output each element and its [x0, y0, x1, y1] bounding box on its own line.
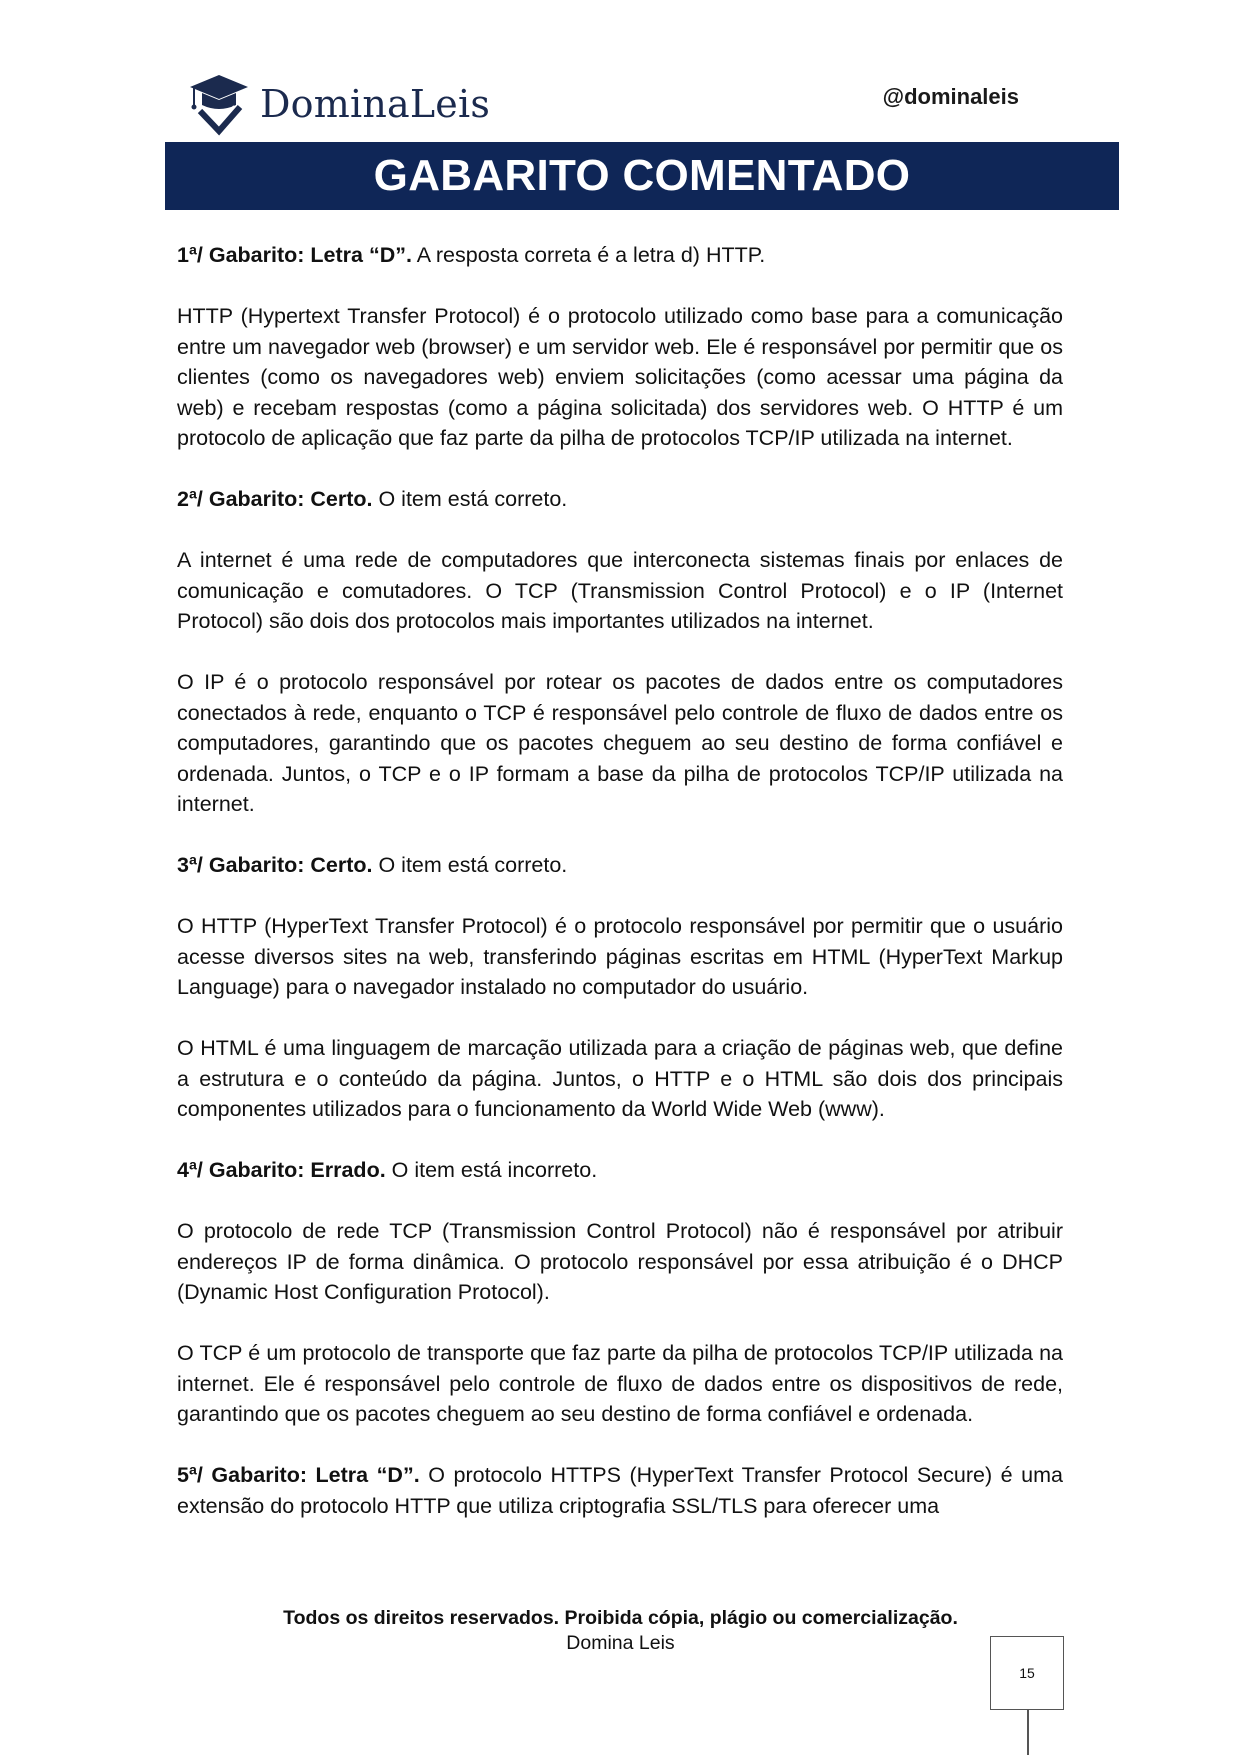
answer-paragraph: O protocolo de rede TCP (Transmission Control Protocol) não é responsável por atribuir endereços IP de forma dinâmica. O protocolo responsável por essa atribuição é o DHCP (Dynamic Host Configuration Protocol). [177, 1219, 1063, 1304]
page-banner [165, 142, 1119, 210]
answer-heading [177, 850, 1063, 881]
page-number-line [1027, 1709, 1029, 1755]
answer-label: 1ª/ Gabarito: Letra “D”. [177, 243, 412, 267]
answer-heading [177, 1155, 1063, 1186]
footer-brand: Domina Leis [566, 1632, 675, 1654]
brand-logo [188, 70, 490, 138]
answer-label: 4ª/ Gabarito: Errado. [177, 1158, 386, 1182]
footer-rights: Todos os direitos reservados. Proibida cópia, plágio ou comercialização. [283, 1607, 958, 1629]
answer-paragraph: HTTP (Hypertext Transfer Protocol) é o protocolo utilizado como base para a comunicação entre um navegador web (browser) e um servidor web. Ele é responsável por permitir que os clientes (como os navegadores web) enviem solicitações (como acessar uma página da web) e recebam respostas (como a página solicitada) dos servidores web. O HTTP é um protocolo de aplicação que faz parte da pilha de protocolos TCP/IP utilizada na internet. [177, 304, 1063, 450]
page-number-box [990, 1636, 1064, 1710]
banner-title: GABARITO COMENTADO [373, 151, 911, 200]
answer-label: 5ª/ Gabarito: Letra “D”. [177, 1463, 420, 1487]
answer-lead: O item está incorreto. [385, 1158, 598, 1182]
answer-heading [177, 484, 1063, 515]
answer-label: 2ª/ Gabarito: Certo. [177, 487, 373, 511]
answer-lead: O item está correto. [372, 853, 568, 877]
answer-paragraph: A internet é uma rede de computadores que interconecta sistemas finais por enlaces de comunicação e comutadores. O TCP (Transmission Control Protocol) e o IP (Internet Protocol) são dois dos protocolos mais importantes utilizados na internet. [177, 548, 1063, 633]
answer-paragraph: O HTML é uma linguagem de marcação utilizada para a criação de páginas web, que define a estrutura e o conteúdo da página. Juntos, o HTTP e o HTML são dois dos principais componentes utilizados para o funcionamento da World Wide Web (www). [177, 1036, 1063, 1121]
answer-lead: A resposta correta é a letra d) HTTP. [411, 243, 766, 267]
answer-paragraph: O TCP é um protocolo de transporte que faz parte da pilha de protocolos TCP/IP utilizada na internet. Ele é responsável pelo controle de fluxo de dados entre os dispositivos de rede, garantindo que os pacotes cheguem ao seu destino de forma confiável e ordenada. [177, 1341, 1063, 1426]
answer-lead: O item está correto. [372, 487, 568, 511]
answer-paragraph: O IP é o protocolo responsável por rotear os pacotes de dados entre os computadores conectados à rede, enquanto o TCP é responsável pelo controle de fluxo de dados entre os computadores, garantindo que os pacotes cheguem ao seu destino de forma confiável e ordenada. Juntos, o TCP e o IP formam a base da pilha de protocolos TCP/IP utilizada na internet. [177, 670, 1063, 816]
answer-lead: O protocolo HTTPS (HyperText Transfer Protocol Secure) é uma extensão do protocolo HTTP que utiliza criptografia SSL/TLS para oferecer uma [177, 1463, 1064, 1518]
brand-name: DominaLeis [260, 82, 491, 126]
answer-paragraph: O HTTP (HyperText Transfer Protocol) é o protocolo responsável por permitir que o usuário acesse diversos sites na web, transferindo páginas escritas em HTML (HyperText Markup Language) para o navegador instalado no computador do usuário. [177, 914, 1063, 999]
answer-heading [177, 240, 1063, 271]
page-header [0, 0, 1241, 220]
page-number: 15 [1019, 1665, 1035, 1681]
social-handle: @dominaleis [882, 84, 1019, 109]
answer-key-content [177, 240, 1063, 1521]
answer-label: 3ª/ Gabarito: Certo. [177, 853, 373, 877]
graduation-cap-check-icon [188, 71, 250, 137]
answer-heading [177, 1460, 1063, 1521]
